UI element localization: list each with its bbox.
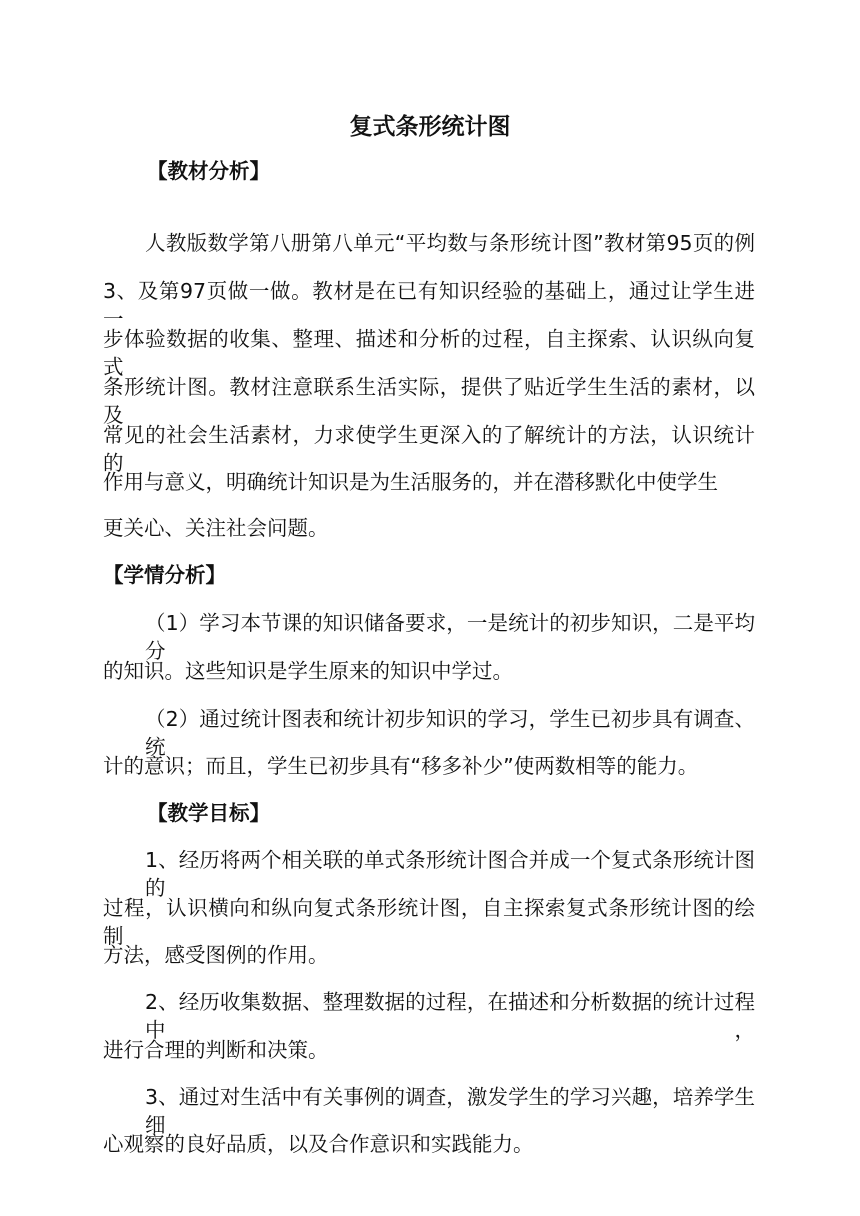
paragraph-line: （2）通过统计图表和统计初步知识的学习，学生已初步具有调查、统 — [145, 707, 755, 759]
document-title: 复式条形统计图 — [349, 114, 511, 140]
section-heading-teaching-objectives: 【教学目标】 — [147, 801, 270, 825]
paragraph-line: 的知识。这些知识是学生原来的知识中学过。 — [103, 659, 513, 683]
paragraph-line: 过程，认识横向和纵向复式条形统计图，自主探索复式条形统计图的绘制 — [103, 896, 755, 948]
paragraph-line: 3、通过对生活中有关事例的调查，激发学生的学习兴趣，培养学生细 — [145, 1085, 755, 1137]
paragraph-line: 常见的社会生活素材，力求使学生更深入的了解统计的方法，认识统计的 — [103, 423, 755, 475]
paragraph-line: 条形统计图。教材注意联系生活实际，提供了贴近学生生活的素材，以及 — [103, 375, 755, 427]
paragraph-line: 心观察的良好品质，以及合作意识和实践能力。 — [103, 1132, 534, 1156]
section-heading-student-analysis: 【学情分析】 — [103, 563, 226, 587]
paragraph-line: 1、经历将两个相关联的单式条形统计图合并成一个复式条形统计图的 — [145, 848, 755, 900]
paragraph-line: 计的意识；而且，学生已初步具有“移多补少”使两数相等的能力。 — [103, 754, 699, 778]
paragraph-line: （1）学习本节课的知识储备要求，一是统计的初步知识，二是平均分 — [145, 611, 755, 663]
paragraph-line: 进行合理的判断和决策。 — [103, 1038, 329, 1062]
paragraph-line: 3、及第97页做一做。教材是在已有知识经验的基础上，通过让学生进一 — [103, 279, 755, 331]
paragraph-line: 2、经历收集数据、整理数据的过程，在描述和分析数据的统计过程中， — [145, 990, 755, 1042]
paragraph-line: 更关心、关注社会问题。 — [103, 516, 329, 540]
section-heading-textbook-analysis: 【教材分析】 — [147, 159, 270, 183]
paragraph-line: 步体验数据的收集、整理、描述和分析的过程，自主探索、认识纵向复式 — [103, 327, 755, 379]
paragraph-line: 作用与意义，明确统计知识是为生活服务的，并在潜移默化中使学生 — [103, 470, 718, 494]
paragraph-line: 方法，感受图例的作用。 — [103, 943, 329, 967]
paragraph-line: 人教版数学第八册第八单元“平均数与条形统计图”教材第95页的例 — [145, 231, 755, 255]
